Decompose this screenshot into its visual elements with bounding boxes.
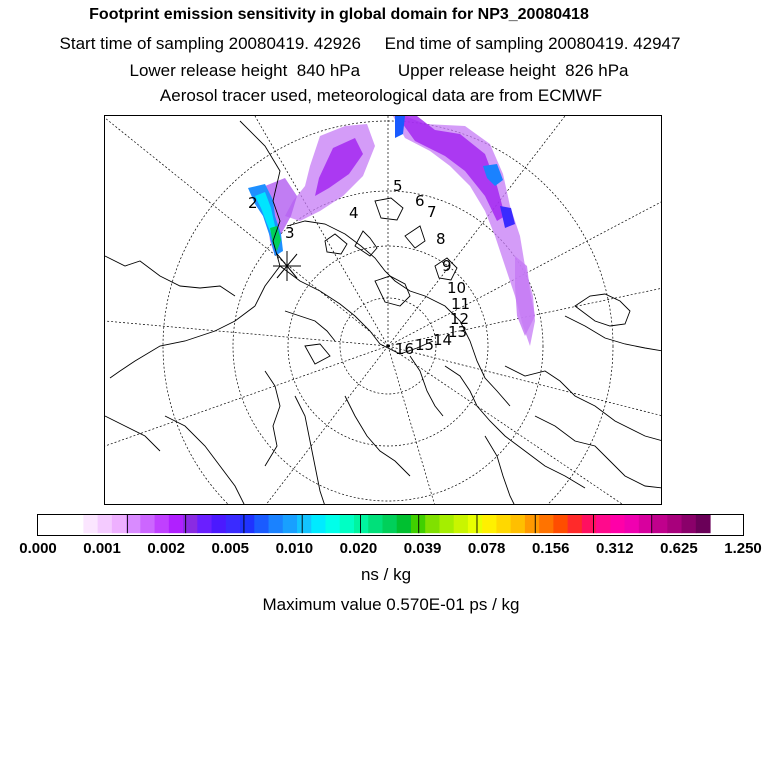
colorbar-swatch bbox=[83, 515, 98, 533]
colorbar-swatch bbox=[269, 515, 284, 533]
route-label-16: 16 bbox=[395, 340, 415, 358]
colorbar-tick-label: 0.002 bbox=[147, 540, 185, 557]
colorbar-swatch bbox=[553, 515, 568, 533]
map-canvas bbox=[105, 116, 662, 505]
colorbar bbox=[37, 514, 744, 536]
route-label-14: 14 bbox=[433, 331, 453, 349]
colorbar-swatch bbox=[667, 515, 682, 533]
tracer-info-line: Aerosol tracer used, meteorological data are from ECMWF bbox=[159, 86, 603, 105]
colorbar-swatch bbox=[169, 515, 184, 533]
route-label-6: 6 bbox=[415, 192, 425, 210]
colorbar-swatch bbox=[98, 515, 113, 533]
colorbar-swatch bbox=[525, 515, 540, 533]
route-label-11: 11 bbox=[451, 295, 471, 313]
max-value-label: Maximum value 0.570E-01 ps / kg bbox=[262, 595, 520, 614]
colorbar-tick-label: 0.625 bbox=[660, 540, 698, 557]
colorbar-swatch bbox=[397, 515, 412, 533]
colorbar-swatch bbox=[126, 515, 141, 533]
colorbar-swatch bbox=[596, 515, 611, 533]
colorbar-tick-label: 0.001 bbox=[83, 540, 121, 557]
colorbar-tick-label: 0.000 bbox=[19, 540, 57, 557]
route-label-9: 9 bbox=[442, 257, 452, 275]
sampling-time-line: Start time of sampling 20080419. 42926 End time of sampling 20080419. 42947 bbox=[59, 34, 681, 53]
colorbar-tick-label: 0.156 bbox=[531, 540, 570, 557]
route-label-10: 10 bbox=[447, 279, 467, 297]
colorbar-swatch bbox=[568, 515, 583, 533]
colorbar-swatch bbox=[511, 515, 526, 533]
colorbar-swatch bbox=[240, 515, 255, 533]
coastlines bbox=[105, 121, 662, 505]
route-label-4: 4 bbox=[349, 204, 359, 222]
route-label-15: 15 bbox=[415, 336, 435, 354]
colorbar-tick-label: 1.250 bbox=[724, 540, 762, 557]
colorbar-swatch bbox=[297, 515, 312, 533]
colorbar-swatch bbox=[140, 515, 155, 533]
colorbar-swatch bbox=[496, 515, 511, 533]
colorbar-swatch bbox=[197, 515, 212, 533]
colorbar-swatch bbox=[625, 515, 640, 533]
colorbar-swatch bbox=[254, 515, 269, 533]
colorbar-swatch bbox=[382, 515, 397, 533]
polar-map bbox=[104, 115, 662, 505]
colorbar-swatch bbox=[425, 515, 440, 533]
route-label-7: 7 bbox=[427, 203, 437, 221]
route-label-2: 2 bbox=[248, 194, 258, 212]
colorbar-swatch bbox=[311, 515, 326, 533]
figure-title: Footprint emission sensitivity in global domain for NP3_20080418 bbox=[89, 6, 589, 23]
colorbar-swatch bbox=[368, 515, 383, 533]
colorbar-swatch bbox=[354, 515, 369, 533]
colorbar-swatch bbox=[610, 515, 625, 533]
colorbar-tick-label: 0.039 bbox=[403, 540, 442, 557]
colorbar-swatch bbox=[468, 515, 483, 533]
colorbar-swatch bbox=[482, 515, 497, 533]
colorbar-swatch bbox=[326, 515, 341, 533]
route-label-13: 13 bbox=[448, 323, 468, 341]
route-label-8: 8 bbox=[436, 230, 446, 248]
colorbar-swatch bbox=[539, 515, 554, 533]
colorbar-swatch bbox=[696, 515, 711, 533]
release-height-line: Lower release height 840 hPa Upper release height 826 hPa bbox=[129, 61, 629, 80]
colorbar-swatch bbox=[340, 515, 355, 533]
units-label: ns / kg bbox=[360, 565, 412, 584]
colorbar-swatch bbox=[155, 515, 170, 533]
route-label-3: 3 bbox=[285, 224, 295, 242]
colorbar-tick-label: 0.010 bbox=[275, 540, 314, 557]
colorbar-swatch bbox=[439, 515, 454, 533]
colorbar-swatch bbox=[454, 515, 469, 533]
meridian-lines bbox=[105, 116, 662, 505]
colorbar-tick-label: 0.312 bbox=[596, 540, 634, 557]
colorbar-swatch bbox=[69, 515, 84, 533]
colorbar-swatch bbox=[212, 515, 227, 533]
route-label-12: 12 bbox=[450, 310, 470, 328]
route-label-5: 5 bbox=[393, 177, 403, 195]
colorbar-swatch bbox=[112, 515, 127, 533]
colorbar-swatch bbox=[283, 515, 298, 533]
colorbar-swatch bbox=[226, 515, 241, 533]
colorbar-swatch bbox=[582, 515, 597, 533]
colorbar-swatch bbox=[682, 515, 697, 533]
colorbar-tick-label: 0.020 bbox=[339, 540, 378, 557]
colorbar-tick-label: 0.078 bbox=[467, 540, 506, 557]
colorbar-swatch bbox=[653, 515, 668, 533]
colorbar-tick-label: 0.005 bbox=[211, 540, 250, 557]
